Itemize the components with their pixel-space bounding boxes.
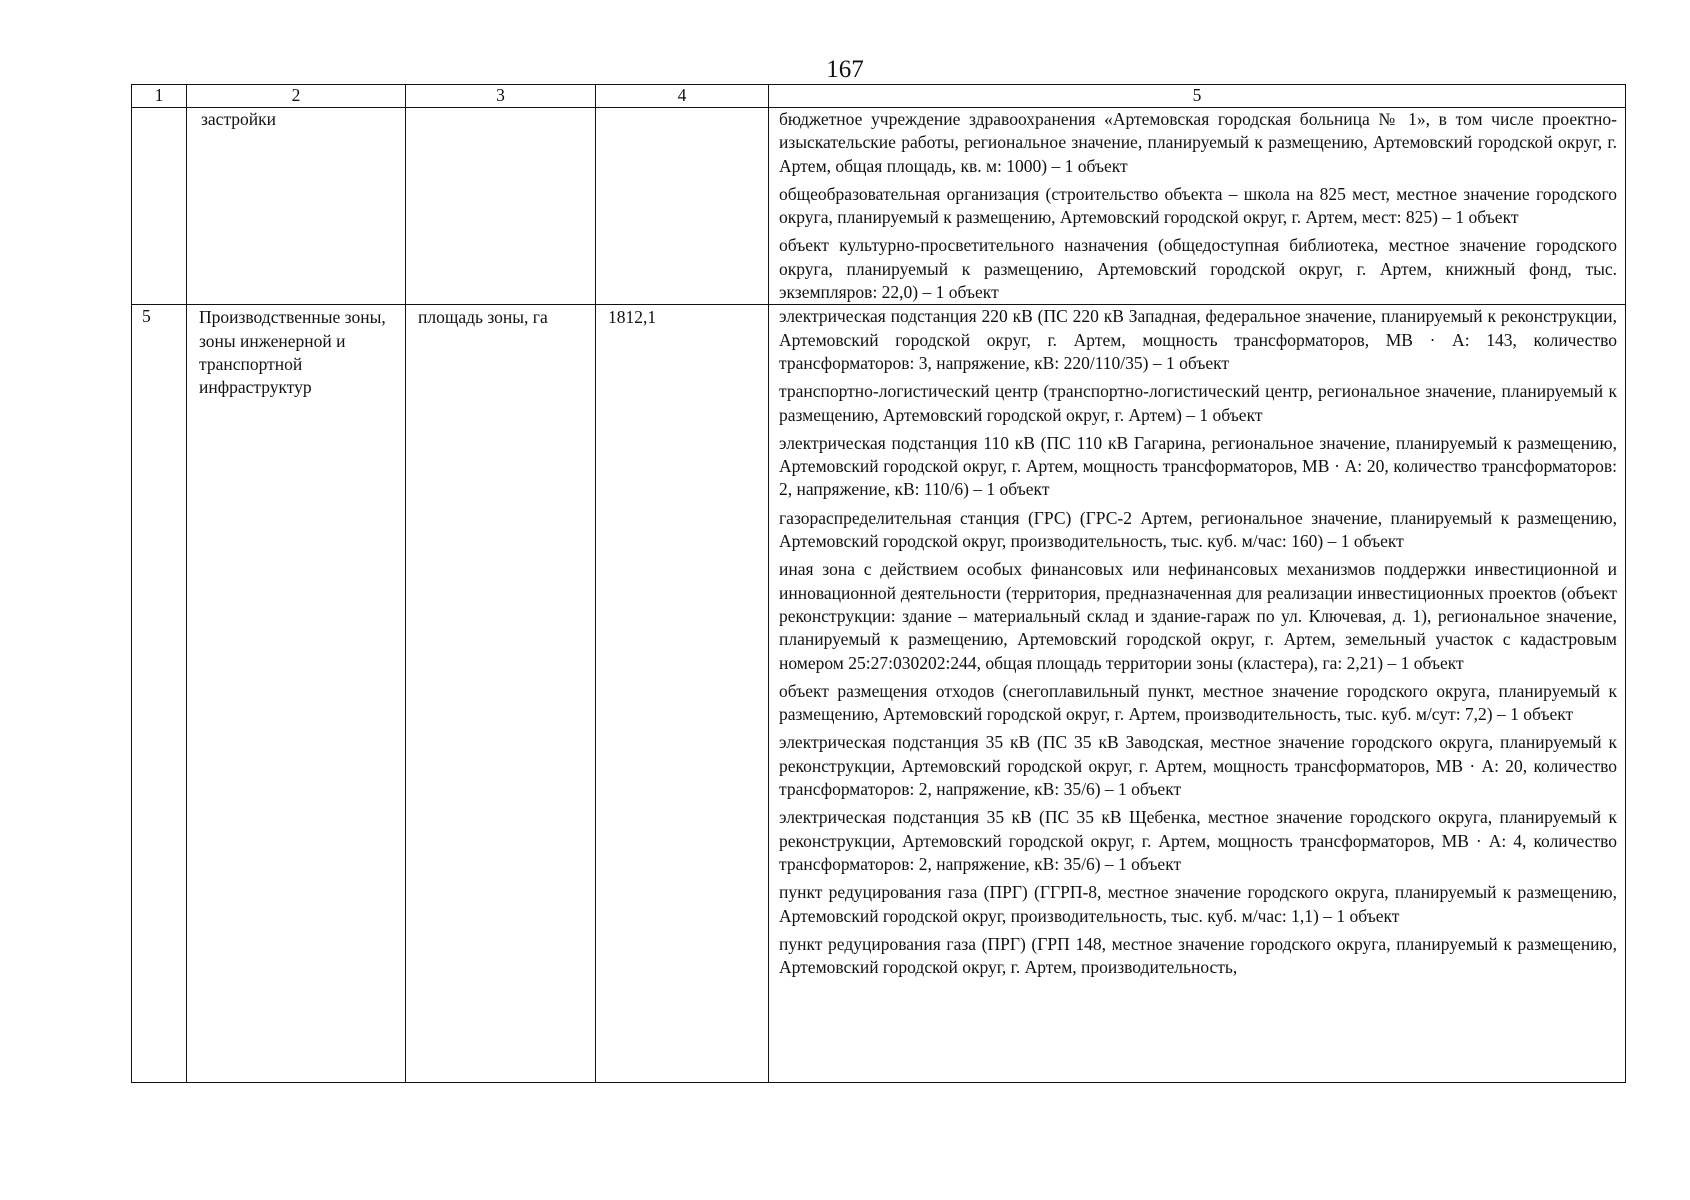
- object-entry: электрическая подстанция 35 кВ (ПС 35 кВ Щебенка, местное значение городского округа, планируемый к реконструкции, Артемовский городской округ, г. Артем, мощность трансформаторов, МВ · А: 4, количество трансформаторов: 2, напряжение, кВ: 35/6) – 1 объект: [779, 807, 1617, 874]
- zone-name-cell: [187, 305, 406, 1083]
- zone-name-cell: [187, 108, 406, 305]
- object-entry: электрическая подстанция 220 кВ (ПС 220 кВ Западная, федеральное значение, планируемый к реконструкции, Артемовский городской округ, г. Артем, мощность трансформаторов, МВ · А: 143, количество трансформаторов: 3, напряжение, кВ: 220/110/35) – 1 объект: [779, 306, 1617, 373]
- object-entry: объект размещения отходов (снегоплавильный пункт, местное значение городского округа, планируемый к размещению, Артемовский городской округ, г. Артем, производительность, тыс. куб. м/сут: 7,2) – 1 объект: [779, 680, 1617, 725]
- parameter-value: [596, 108, 768, 109]
- object-entry: транспортно-логистический центр (транспортно-логистический центр, региональное значение, планируемый к размещению, Артемовский городской округ, г. Артем) – 1 объект: [779, 381, 1617, 425]
- value-cell: [596, 305, 769, 1083]
- table-row-continuation: [132, 108, 1626, 305]
- zone-name: Производственные зоны, зоны инженерной и транспортной инфраструктур: [199, 307, 386, 398]
- page-number: 167: [826, 56, 864, 83]
- column-number-header: [132, 85, 1626, 108]
- object-entry: объект культурно-просветительного назначения (общедоступная библиотека, местное значение городского округа, планируемый к размещению, Артемовский городской округ, г. Артем, книжный фонд, тыс. экземпляров: 22,0) – 1 объект: [779, 235, 1617, 303]
- parameter-name: [406, 108, 595, 109]
- column-number-2: 2: [187, 85, 406, 108]
- column-number-5: 5: [769, 85, 1626, 108]
- parameter-cell: [406, 108, 596, 305]
- object-entry: общеобразовательная организация (строительство объекта – школа на 825 мест, местное значение городского округа, планируемый к размещению, Артемовский городской округ, г. Артем, мест: 825) – 1 объект: [779, 183, 1617, 228]
- parameter-name: площадь зоны, га: [418, 307, 548, 328]
- column-number-3: 3: [406, 85, 596, 108]
- parameter-value: 1812,1: [608, 307, 657, 328]
- value-cell: [596, 108, 769, 305]
- row-number: 5: [142, 306, 151, 327]
- zone-name: застройки: [201, 109, 277, 129]
- object-entry: иная зона с действием особых финансовых или нефинансовых механизмов поддержки инвестиционной и инновационной деятельности (территория, предназначенная для реализации инвестиционных проектов (объект реконструкции: здание – материальный склад и здание-гараж по ул. Ключевая, д. 1), региональное значение, планируемый к размещению, Артемовский городской округ, г. Артем, земельный участок с кадастровым номером 25:27:030202:244, общая площадь территории зоны (кластера), га: 2,21) – 1 объект: [779, 559, 1617, 673]
- object-entry: электрическая подстанция 110 кВ (ПС 110 кВ Гагарина, региональное значение, планируемый к размещению, Артемовский городской округ, г. Артем, мощность трансформаторов, МВ · А: 20, количество трансформаторов: 2, напряжение, кВ: 110/6) – 1 объект: [779, 432, 1617, 500]
- column-number-1: 1: [132, 85, 187, 108]
- table-row-5: [132, 305, 1626, 1083]
- object-entry: пункт редуцирования газа (ПРГ) (ГРП 148, местное значение городского округа, планируемый к размещению, Артемовский городской округ, г. Артем, производительность,: [779, 933, 1617, 978]
- row-number-cell: [132, 108, 187, 305]
- object-entry: пункт редуцирования газа (ПРГ) (ГГРП-8, местное значение городского округа, планируемый к размещению, Артемовский городской округ, производительность, тыс. куб. м/час: 1,1) – 1 объект: [779, 882, 1617, 926]
- zones-table: [131, 84, 1626, 1083]
- objects-cell: [769, 108, 1626, 305]
- object-entry: газораспределительная станция (ГРС) (ГРС-2 Артем, региональное значение, планируемый к размещению, Артемовский городской округ, производительность, тыс. куб. м/час: 160) – 1 объект: [779, 507, 1617, 552]
- object-entry: бюджетное учреждение здравоохранения «Артемовская городская больница № 1», в том числе проектно-изыскательские работы, региональное значение, планируемый к размещению, Артемовский городской округ, г. Артем, общая площадь, кв. м: 1000) – 1 объект: [779, 109, 1617, 176]
- object-entry: электрическая подстанция 35 кВ (ПС 35 кВ Заводская, местное значение городского округа, планируемый к реконструкции, Артемовский городской округ, г. Артем, мощность трансформаторов, МВ · А: 20, количество трансформаторов: 2, напряжение, кВ: 35/6) – 1 объект: [779, 732, 1617, 800]
- column-number-4: 4: [596, 85, 769, 108]
- objects-cell: [769, 305, 1626, 1083]
- row-number-cell: [132, 305, 187, 1083]
- parameter-cell: [406, 305, 596, 1083]
